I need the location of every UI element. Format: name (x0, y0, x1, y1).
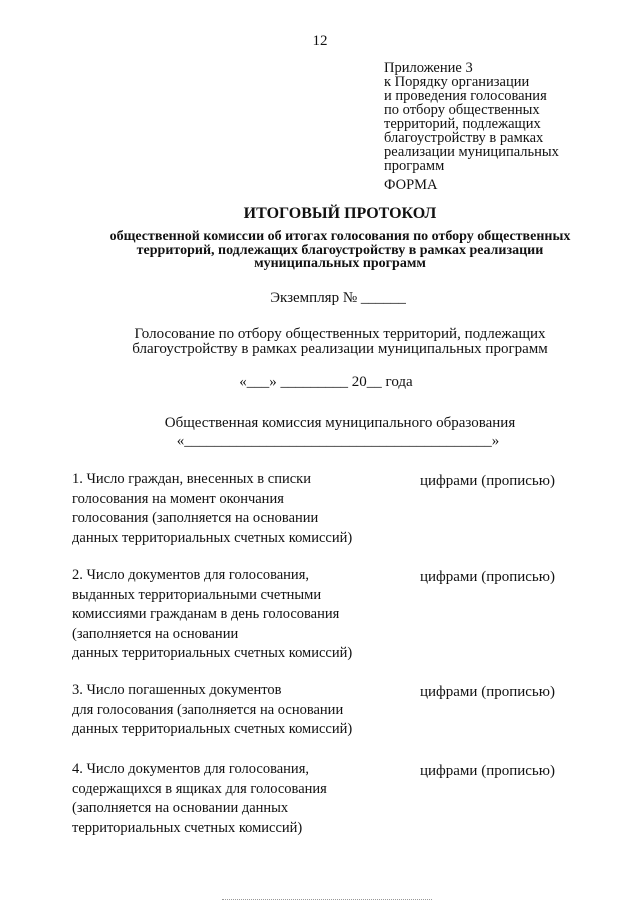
item-line: голосования (заполняется на основании (72, 510, 319, 526)
protocol-item-3 (72, 681, 352, 740)
voting-line: Голосование по отбору общественных территорий, подлежащих (134, 326, 546, 342)
item-line: 2. Число документов для голосования, (72, 567, 309, 583)
item-line: 3. Число погашенных документов (72, 682, 282, 698)
appendix-line: по отбору общественных (384, 102, 540, 118)
item-2-hint: цифрами (прописью) (420, 569, 555, 585)
page-edge-divider (222, 899, 432, 900)
page-number: 12 (312, 33, 328, 49)
item-1-hint: цифрами (прописью) (420, 473, 555, 489)
item-line: (заполняется на основании (72, 625, 239, 642)
subtitle-line: муниципальных программ (254, 256, 426, 271)
appendix-block (384, 61, 559, 173)
copy-number: Экземпляр № ______ (270, 290, 406, 306)
item-line: данных территориальных счетных комиссий) (72, 721, 353, 737)
form-label: ФОРМА (384, 177, 438, 193)
item-line: комиссиями гражданам в день голосования (72, 606, 340, 622)
voting-description (100, 327, 580, 356)
subtitle-line: общественной комиссии об итогах голосования по отбору общественных (109, 229, 571, 244)
appendix-line: благоустройству в рамках (384, 130, 544, 146)
item-line: содержащихся в ящиках для голосования (72, 780, 327, 797)
document-subtitle (85, 230, 595, 271)
voting-line: благоустройству в рамках реализации муниципальных программ (132, 340, 548, 357)
appendix-line: реализации муниципальных (384, 144, 559, 160)
protocol-item-2 (72, 566, 352, 664)
appendix-line: программ (384, 158, 445, 174)
item-line: 4. Число документов для голосования, (72, 761, 309, 777)
appendix-line: и проведения голосования (384, 88, 547, 104)
item-3-hint: цифрами (прописью) (420, 684, 555, 700)
item-line: 1. Число граждан, внесенных в списки (72, 471, 311, 487)
protocol-item-4 (72, 760, 327, 838)
item-line: выданных территориальными счетными (72, 586, 322, 603)
item-line: территориальных счетных комиссий) (72, 819, 303, 836)
item-line: данных территориальных счетных комиссий) (72, 645, 353, 661)
commission-label: Общественная комиссия муниципального образования (164, 415, 516, 431)
appendix-line: Приложение 3 (384, 60, 473, 76)
protocol-item-1 (72, 470, 352, 548)
commission-name-field: «_________________________________________» (176, 433, 500, 449)
item-line: (заполняется на основании данных (72, 800, 289, 816)
item-4-hint: цифрами (прописью) (420, 763, 555, 779)
item-line: данных территориальных счетных комиссий) (72, 529, 353, 546)
appendix-line: к Порядку организации (384, 74, 530, 90)
document-title: ИТОГОВЫЙ ПРОТОКОЛ (243, 205, 437, 222)
item-line: голосования на момент окончания (72, 490, 284, 507)
date-line: «___» _________ 20__ года (239, 374, 413, 390)
item-line: для голосования (заполняется на основании (72, 701, 344, 718)
subtitle-line: территорий, подлежащих благоустройству в рамках реализации (136, 242, 544, 258)
appendix-line: территорий, подлежащих (384, 116, 541, 132)
